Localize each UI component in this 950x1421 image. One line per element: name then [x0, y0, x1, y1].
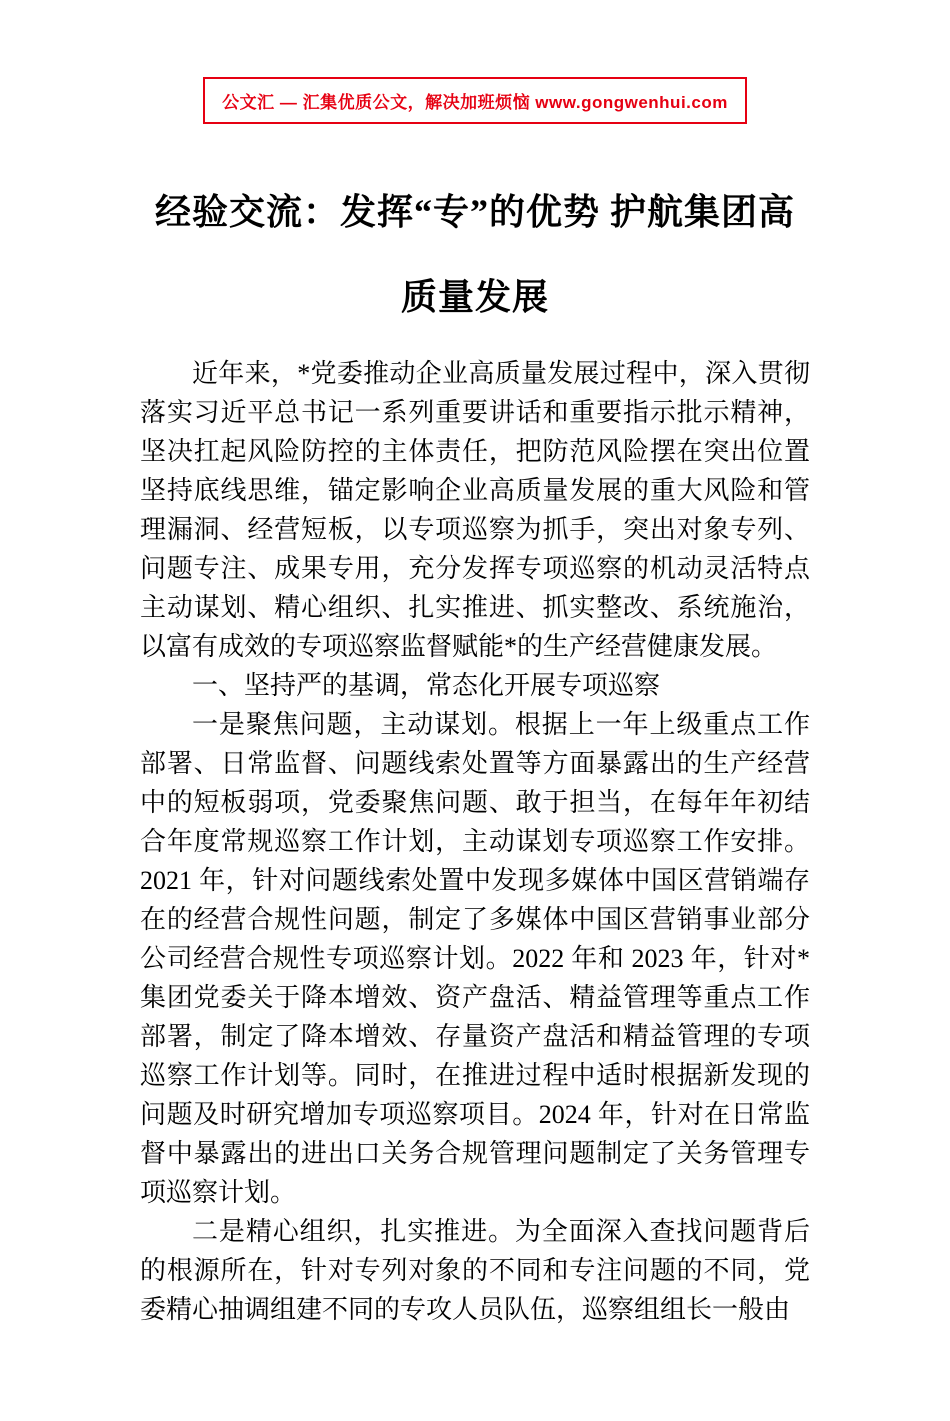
- paragraph-point-2: 二是精心组织，扎实推进。为全面深入查找问题背后的根源所在，针对专列对象的不同和专注问题的不同，党委精心抽调组建不同的专攻人员队伍，巡察组组长一般由: [140, 1217, 810, 1324]
- document-body: [140, 354, 810, 1329]
- paragraph-intro: 近年来，*党委推动企业高质量发展过程中，深入贯彻落实习近平总书记一系列重要讲话和重要指示批示精神，坚决扛起风险防控的主体责任，把防范风险摆在突出位置坚持底线思维，锚定影响企业高质量发展的重大风险和管理漏洞、经营短板，以专项巡察为抓手，突出对象专列、问题专注、成果专用，充分发挥专项巡察的机动灵活特点主动谋划、精心组织、扎实推进、抓实整改、系统施治，以富有成效的专项巡察监督赋能*的生产经营健康发展。: [140, 359, 810, 661]
- document-content: [140, 170, 810, 1329]
- section-heading-1: 一、坚持严的基调，常态化开展专项巡察: [192, 671, 661, 700]
- paragraph-point-1: 一是聚焦问题，主动谋划。根据上一年上级重点工作部署、日常监督、问题线索处置等方面暴露出的生产经营中的短板弱项，党委聚焦问题、敢于担当，在每年年初结合年度常规巡察工作计划，主动谋划专项巡察工作安排。2021 年，针对问题线索处置中发现多媒体中国区营销端存在的经营合规性问题，制定了多媒体中国区营销事业部分公司经营合规性专项巡察计划。2022 年和 2023 年，针对*集团党委关于降本增效、资产盘活、精益管理等重点工作部署，制定了降本增效、存量资产盘活和精益管理的专项巡察工作计划等。同时，在推进过程中适时根据新发现的问题及时研究增加专项巡察项目。2024 年，针对在日常监督中暴露出的进出口关务合规管理问题制定了关务管理专项巡察计划。: [140, 710, 810, 1207]
- promo-banner-text: 公文汇 — 汇集优质公文，解决加班烦恼 www.gongwenhui.com: [222, 93, 728, 112]
- document-page: [0, 77, 950, 1421]
- document-title: 经验交流：发挥“专”的优势 护航集团高质量发展: [154, 192, 795, 317]
- promo-banner: [203, 77, 747, 124]
